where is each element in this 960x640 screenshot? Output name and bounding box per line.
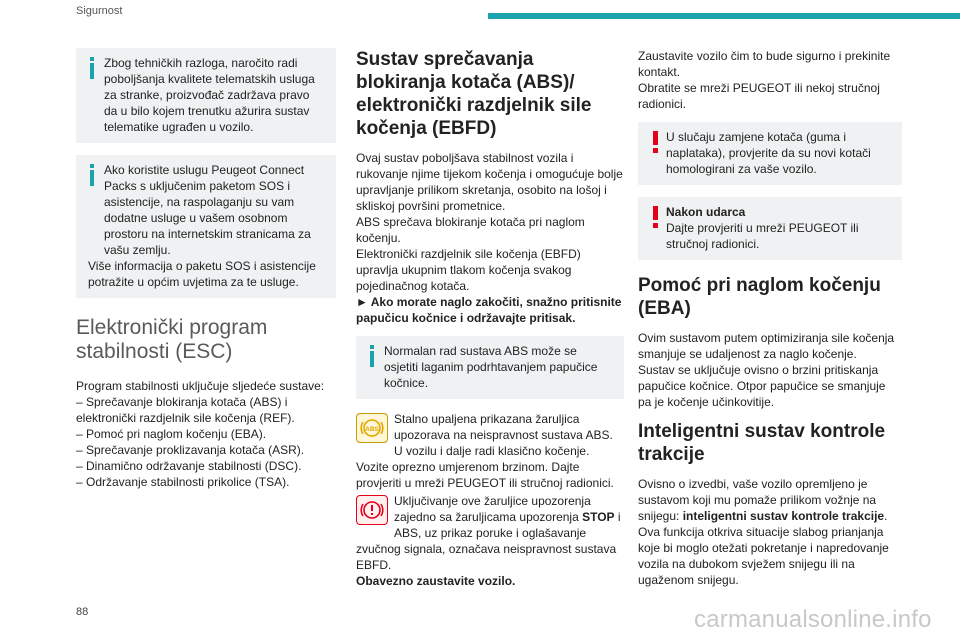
column-3 xyxy=(638,48,902,598)
note-text: Zbog tehničkih razloga, naročito radi poboljšanja kvalitete telematskih usluga za stranke, proizvođač zadržava pravo da u bilo kojem trenutku ažurira sustav telematike ugrađen u vozilo. xyxy=(104,56,315,134)
abs-lamp-block xyxy=(356,411,624,491)
note-text: Dajte provjeriti u mreži PEUGEOT ili stručnoj radionici. xyxy=(666,221,859,251)
abs-instruction: ► Ako morate naglo zakočiti, snažno pritisnite papučicu kočnice i održavajte pritisak. xyxy=(356,295,622,325)
eba-paragraph: Sustav se uključuje ovisno o brzini pritiskanja papučice kočnice. Otpor papučice se smanjuje pa je kočenje učinkovitije. xyxy=(638,363,886,409)
abs-paragraph: ABS sprečava blokiranje kotača pri naglom kočenju. xyxy=(356,215,585,245)
warning-icon xyxy=(653,131,658,153)
stop-label: STOP xyxy=(582,510,615,524)
column-2 xyxy=(356,48,624,589)
eba-paragraph: Ovim sustavom putem optimiziranja sile kočenja smanjuje se udaljenost za naglo kočenje. xyxy=(638,331,895,361)
lamp-text: Uključivanje ove žaruljice upozorenja zajedno sa žaruljicama upozorenja xyxy=(394,494,591,524)
info-icon xyxy=(90,57,94,79)
note-text: U slučaju zamjene kotača (guma i naplataka), provjerite da su novi kotači homologirani za vaše vozilo. xyxy=(666,130,871,176)
watermark: carmanualsonline.info xyxy=(694,606,932,633)
note-text: Ako koristite uslugu Peugeot Connect Packs s uključenim paketom SOS i asistencije, na raspolaganju su vam dodatne usluge u vašem osobnom prostoru na internetskim stranicama za vašu zemlju. xyxy=(104,163,311,257)
info-icon xyxy=(90,164,94,186)
brake-warning-lamp-icon xyxy=(356,495,388,525)
note-text: Normalan rad sustava ABS može se osjetiti laganim podrhtavanjem papučice kočnice. xyxy=(384,344,598,390)
page-number: 88 xyxy=(76,606,89,618)
abs-heading: Sustav sprečavanja blokiranja kotača (ABS)/ elektronički razdjelnik sile kočenja (EBFD) xyxy=(356,49,592,139)
note-text: Više informacija o paketu SOS i asistencije potražite u općim uvjetima za te usluge. xyxy=(88,259,316,289)
lamp-warning-bold: Obavezno zaustavite vozilo. xyxy=(356,574,516,588)
abs-paragraph: Elektronički razdjelnik sile kočenja (EBFD) upravlja ukupnim tlakom kočenja svakog pojedinačnog kotača. xyxy=(356,247,581,293)
stop-paragraph: Zaustavite vozilo čim to bude sigurno i prekinite kontakt. xyxy=(638,49,891,79)
section-header: Sigurnost xyxy=(76,5,123,17)
lamp-text: Stalno upaljena prikazana žaruljica upozorava na neispravnost sustava ABS. U vozilu i dalje radi klasično kočenje. Vozite oprezno umjerenom brzinom. Dajte provjeriti u mreži PEUGEOT ili stručnoj radionici. xyxy=(356,412,614,490)
info-note-peugeot-connect xyxy=(76,155,336,298)
warning-note-wheels xyxy=(638,122,902,185)
column-1 xyxy=(76,48,336,490)
info-note-telematics xyxy=(76,48,336,143)
note-title: Nakon udarca xyxy=(666,205,746,219)
header-accent-bar xyxy=(488,13,960,19)
warning-icon xyxy=(653,206,658,228)
esc-intro: Program stabilnosti uključuje sljedeće sustave: xyxy=(76,379,325,393)
list-item: – Pomoć pri naglom kočenju (EBA). xyxy=(76,427,267,441)
its-heading: Inteligentni sustav kontrole trakcije xyxy=(638,421,886,465)
list-item: – Sprečavanje blokiranja kotača (ABS) i elektronički razdjelnik sile kočenja (REF). xyxy=(76,395,295,425)
its-text: Ovisno o izvedbi, vaše vozilo opremljeno je sustavom koji mu pomaže prilikom vožnje na snijegu: xyxy=(638,477,877,523)
info-icon xyxy=(370,345,374,367)
its-bold: inteligentni sustav kontrole trakcije xyxy=(682,509,885,523)
abs-paragraph: Ovaj sustav poboljšava stabilnost vozila i rukovanje njime tijekom kočenja i omogućuje bolje upravljanje prilikom skretanja, osobito na lošoj i skliskoj površini prometnice. xyxy=(356,151,623,213)
list-item: – Dinamično održavanje stabilnosti (DSC). xyxy=(76,459,302,473)
lamp-text: i ABS, uz prikaz poruke i oglašavanje zvučnog signala, označava neispravnost sustava EBFD. xyxy=(356,510,621,572)
info-note-abs xyxy=(356,336,624,399)
stop-paragraph: Obratite se mreži PEUGEOT ili nekoj stručnoj radionici. xyxy=(638,81,880,111)
eba-heading: Pomoć pri naglom kočenju (EBA) xyxy=(638,275,881,319)
list-item: – Sprečavanje proklizavanja kotača (ASR). xyxy=(76,443,305,457)
its-text: . Ova funkcija otkriva situacije slabog prianjanja koje bi moglo otežati pokretanje i napredovanje vozila na dubokom svježem snijegu ili na ugaženom snijegu. xyxy=(638,509,889,587)
warning-note-impact xyxy=(638,197,902,260)
svg-text:ABS: ABS xyxy=(365,426,379,433)
esc-list xyxy=(76,394,336,490)
list-item: – Održavanje stabilnosti prikolice (TSA). xyxy=(76,475,290,489)
brake-lamp-block xyxy=(356,493,624,589)
abs-warning-lamp-icon xyxy=(356,413,388,443)
esc-heading: Elektronički program stabilnosti (ESC) xyxy=(76,316,268,363)
